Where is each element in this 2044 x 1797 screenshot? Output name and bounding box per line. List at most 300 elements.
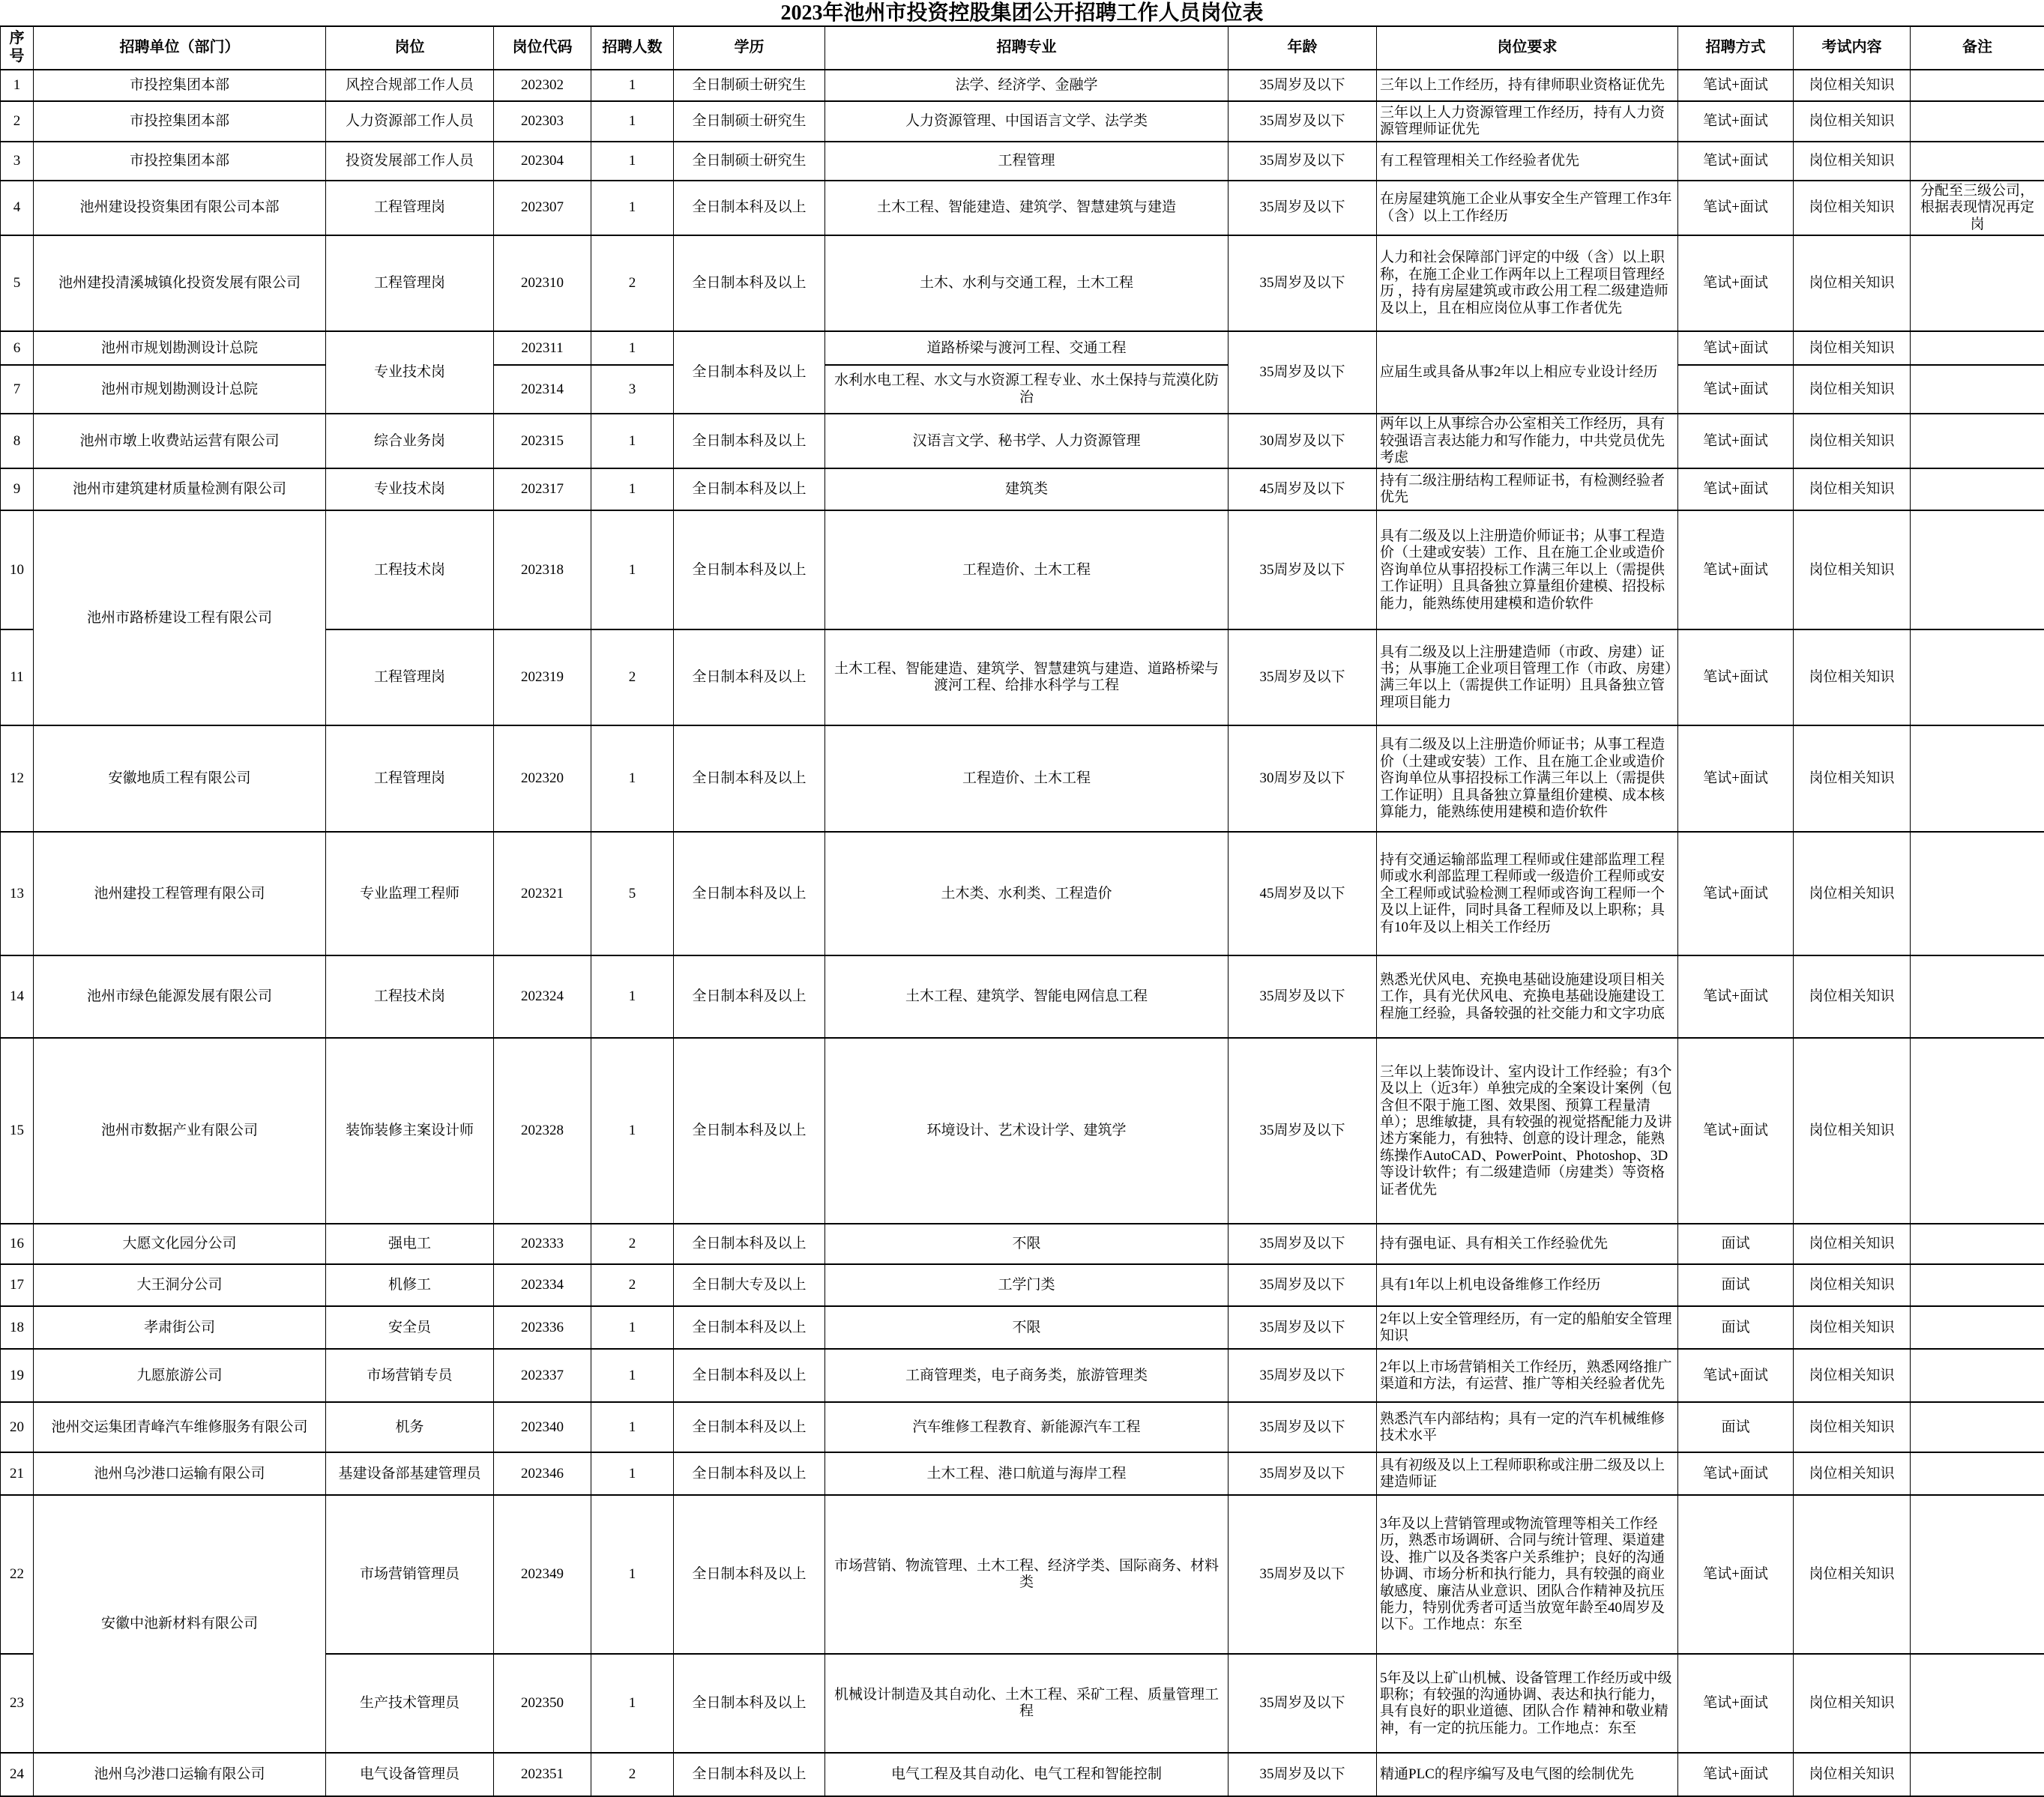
- cell-age: 35周岁及以下: [1228, 1452, 1377, 1495]
- cell-edu: 全日制本科及以上: [674, 414, 825, 468]
- cell-age: 35周岁及以下: [1228, 1495, 1377, 1654]
- cell-method: 笔试+面试: [1678, 235, 1794, 331]
- cell-unit: 池州建投清溪城镇化投资发展有限公司: [34, 235, 326, 331]
- cell-method: 笔试+面试: [1678, 331, 1794, 365]
- cell-no: 6: [1, 331, 34, 365]
- cell-req: 2年以上市场营销相关工作经历，熟悉网络推广渠道和方法，有运营、推广等相关经验者优先: [1377, 1349, 1678, 1402]
- cell-edu: 全日制本科及以上: [674, 629, 825, 725]
- cell-no: 11: [1, 629, 34, 725]
- cell-unit: 市投控集团本部: [34, 101, 326, 142]
- cell-post: 市场营销管理员: [326, 1495, 494, 1654]
- cell-post: 装饰装修主案设计师: [326, 1038, 494, 1224]
- table-row: [1, 1349, 2044, 1402]
- cell-count: 2: [591, 629, 674, 725]
- cell-no: 9: [1, 468, 34, 510]
- cell-req: 具有二级及以上注册建造师（市政、房建）证书；从事施工企业项目管理工作（市政、房建）满三年以上（需提供工作证明）且具备独立管理项目能力: [1377, 629, 1678, 725]
- cell-edu: 全日制本科及以上: [674, 955, 825, 1038]
- cell-post: 安全员: [326, 1306, 494, 1349]
- cell-unit: 安徽中池新材料有限公司: [34, 1495, 326, 1753]
- cell-count: 5: [591, 832, 674, 955]
- cell-remark: 分配至三级公司，根据表现情况再定岗: [1911, 181, 2044, 235]
- cell-no: 15: [1, 1038, 34, 1224]
- table-row: [1, 1402, 2044, 1452]
- cell-count: 1: [591, 181, 674, 235]
- cell-count: 1: [591, 1495, 674, 1654]
- cell-exam: 岗位相关知识: [1794, 142, 1911, 181]
- cell-method: 笔试+面试: [1678, 1452, 1794, 1495]
- cell-post: 基建设备部基建管理员: [326, 1452, 494, 1495]
- cell-remark: [1911, 629, 2044, 725]
- cell-no: 10: [1, 510, 34, 629]
- cell-remark: [1911, 235, 2044, 331]
- cell-no: 16: [1, 1224, 34, 1264]
- cell-remark: [1911, 331, 2044, 365]
- cell-no: 23: [1, 1654, 34, 1753]
- cell-code: 202318: [494, 510, 591, 629]
- column-header-unit: 招聘单位（部门）: [34, 26, 326, 70]
- cell-unit: 市投控集团本部: [34, 70, 326, 101]
- cell-code: 202317: [494, 468, 591, 510]
- cell-req: 持有交通运输部监理工程师或住建部监理工程师或水利部监理工程师或一级造价工程师或安全工程师或试验检测工程师或咨询工程师一个及以上证件，同时具备工程师及以上职称；具有10年及以上相关工作经历: [1377, 832, 1678, 955]
- cell-edu: 全日制本科及以上: [674, 510, 825, 629]
- cell-req: 持有强电证、具有相关工作经验优先: [1377, 1224, 1678, 1264]
- cell-req: 具有二级及以上注册造价师证书；从事工程造价（土建或安装）工作、且在施工企业或造价咨询单位从事招投标工作满三年以上（需提供工作证明）且具备独立算量组价建模、招投标能力，能熟练使用建模和造价软件: [1377, 510, 1678, 629]
- cell-code: 202310: [494, 235, 591, 331]
- cell-count: 1: [591, 510, 674, 629]
- cell-code: 202340: [494, 1402, 591, 1452]
- cell-method: 笔试+面试: [1678, 468, 1794, 510]
- cell-remark: [1911, 101, 2044, 142]
- cell-remark: [1911, 1654, 2044, 1753]
- cell-code: 202336: [494, 1306, 591, 1349]
- cell-no: 1: [1, 70, 34, 101]
- cell-edu: 全日制本科及以上: [674, 1306, 825, 1349]
- cell-code: 202319: [494, 629, 591, 725]
- cell-no: 2: [1, 101, 34, 142]
- cell-no: 8: [1, 414, 34, 468]
- cell-major: 工商管理类，电子商务类，旅游管理类: [825, 1349, 1228, 1402]
- cell-req: 在房屋建筑施工企业从事安全生产管理工作3年（含）以上工作经历: [1377, 181, 1678, 235]
- column-header-major: 招聘专业: [825, 26, 1228, 70]
- cell-count: 3: [591, 365, 674, 414]
- cell-edu: 全日制大专及以上: [674, 1264, 825, 1306]
- cell-count: 2: [591, 1224, 674, 1264]
- cell-age: 35周岁及以下: [1228, 142, 1377, 181]
- cell-remark: [1911, 725, 2044, 832]
- cell-method: 笔试+面试: [1678, 414, 1794, 468]
- cell-unit: 池州市墩上收费站运营有限公司: [34, 414, 326, 468]
- cell-remark: [1911, 1264, 2044, 1306]
- cell-age: 35周岁及以下: [1228, 181, 1377, 235]
- cell-no: 21: [1, 1452, 34, 1495]
- cell-code: 202303: [494, 101, 591, 142]
- cell-major: 人力资源管理、中国语言文学、法学类: [825, 101, 1228, 142]
- cell-post: 生产技术管理员: [326, 1654, 494, 1753]
- column-header-no: 序号: [1, 26, 34, 70]
- cell-code: 202333: [494, 1224, 591, 1264]
- cell-post: 风控合规部工作人员: [326, 70, 494, 101]
- cell-unit: 池州市规划勘测设计总院: [34, 331, 326, 365]
- cell-age: 35周岁及以下: [1228, 331, 1377, 414]
- cell-exam: 岗位相关知识: [1794, 235, 1911, 331]
- cell-no: 4: [1, 181, 34, 235]
- cell-no: 18: [1, 1306, 34, 1349]
- cell-count: 1: [591, 1349, 674, 1402]
- table-row: [1, 1038, 2044, 1224]
- cell-major: 建筑类: [825, 468, 1228, 510]
- cell-code: 202315: [494, 414, 591, 468]
- cell-exam: 岗位相关知识: [1794, 331, 1911, 365]
- cell-unit: 池州市规划勘测设计总院: [34, 365, 326, 414]
- table-row: [1, 101, 2044, 142]
- cell-exam: 岗位相关知识: [1794, 414, 1911, 468]
- cell-unit: 池州市路桥建设工程有限公司: [34, 510, 326, 725]
- cell-req: 具有二级及以上注册造价师证书；从事工程造价（土建或安装）工作、且在施工企业或造价咨询单位从事招投标工作满三年以上（需提供工作证明）且具备独立算量组价建模、成本核算能力，能熟练使用建模和造价软件: [1377, 725, 1678, 832]
- cell-req: 2年以上安全管理经历，有一定的船舶安全管理知识: [1377, 1306, 1678, 1349]
- cell-remark: [1911, 1495, 2044, 1654]
- table-row: [1, 955, 2044, 1038]
- cell-edu: 全日制硕士研究生: [674, 70, 825, 101]
- table-row: [1, 510, 2044, 629]
- table-row: [1, 1495, 2044, 1654]
- cell-major: 土木、水利与交通工程，土木工程: [825, 235, 1228, 331]
- cell-req: 人力和社会保障部门评定的中级（含）以上职称，在施工企业工作两年以上工程项目管理经历 ，持有房屋建筑或市政公用工程二级建造师及以上，且在相应岗位从事工作者优先: [1377, 235, 1678, 331]
- cell-unit: 池州市绿色能源发展有限公司: [34, 955, 326, 1038]
- cell-remark: [1911, 510, 2044, 629]
- cell-major: 汽车维修工程教育、新能源汽车工程: [825, 1402, 1228, 1452]
- cell-age: 35周岁及以下: [1228, 955, 1377, 1038]
- column-header-req: 岗位要求: [1377, 26, 1678, 70]
- cell-post: 专业技术岗: [326, 331, 494, 414]
- cell-method: 笔试+面试: [1678, 142, 1794, 181]
- cell-code: 202346: [494, 1452, 591, 1495]
- cell-age: 35周岁及以下: [1228, 1402, 1377, 1452]
- cell-edu: 全日制本科及以上: [674, 331, 825, 414]
- cell-post: 综合业务岗: [326, 414, 494, 468]
- cell-count: 2: [591, 1264, 674, 1306]
- cell-req: 熟悉汽车内部结构；具有一定的汽车机械维修技术水平: [1377, 1402, 1678, 1452]
- cell-count: 1: [591, 1402, 674, 1452]
- cell-major: 工学门类: [825, 1264, 1228, 1306]
- cell-exam: 岗位相关知识: [1794, 1224, 1911, 1264]
- table-row: [1, 725, 2044, 832]
- cell-code: 202304: [494, 142, 591, 181]
- cell-post: 专业技术岗: [326, 468, 494, 510]
- cell-remark: [1911, 1038, 2044, 1224]
- cell-post: 工程管理岗: [326, 235, 494, 331]
- cell-count: 1: [591, 955, 674, 1038]
- cell-post: 工程技术岗: [326, 510, 494, 629]
- cell-no: 14: [1, 955, 34, 1038]
- cell-no: 19: [1, 1349, 34, 1402]
- cell-unit: 池州市建筑建材质量检测有限公司: [34, 468, 326, 510]
- cell-req: 应届生或具备从事2年以上相应专业设计经历: [1377, 331, 1678, 414]
- cell-exam: 岗位相关知识: [1794, 629, 1911, 725]
- cell-count: 2: [591, 1753, 674, 1796]
- cell-edu: 全日制本科及以上: [674, 468, 825, 510]
- table-row: [1, 1224, 2044, 1264]
- cell-major: 工程造价、土木工程: [825, 510, 1228, 629]
- cell-req: 三年以上人力资源管理工作经历，持有人力资源管理师证优先: [1377, 101, 1678, 142]
- cell-req: 有工程管理相关工作经验者优先: [1377, 142, 1678, 181]
- table-row: [1, 1452, 2044, 1495]
- cell-post: 专业监理工程师: [326, 832, 494, 955]
- cell-edu: 全日制本科及以上: [674, 1224, 825, 1264]
- cell-method: 面试: [1678, 1264, 1794, 1306]
- cell-age: 35周岁及以下: [1228, 629, 1377, 725]
- cell-method: 笔试+面试: [1678, 181, 1794, 235]
- cell-exam: 岗位相关知识: [1794, 365, 1911, 414]
- cell-edu: 全日制本科及以上: [674, 725, 825, 832]
- cell-no: 7: [1, 365, 34, 414]
- cell-major: 不限: [825, 1224, 1228, 1264]
- cell-unit: 池州交运集团青峰汽车维修服务有限公司: [34, 1402, 326, 1452]
- cell-req: 5年及以上矿山机械、设备管理工作经历或中级职称；有较强的沟通协调、表达和执行能力，具有良好的职业道德、团队合作 精神和敬业精神，有一定的抗压能力。工作地点：东至: [1377, 1654, 1678, 1753]
- column-header-post: 岗位: [326, 26, 494, 70]
- cell-method: 面试: [1678, 1306, 1794, 1349]
- cell-post: 工程管理岗: [326, 181, 494, 235]
- cell-major: 土木工程、建筑学、智能电网信息工程: [825, 955, 1228, 1038]
- cell-exam: 岗位相关知识: [1794, 1264, 1911, 1306]
- cell-age: 45周岁及以下: [1228, 832, 1377, 955]
- cell-remark: [1911, 955, 2044, 1038]
- cell-post: 工程技术岗: [326, 955, 494, 1038]
- cell-unit: 大愿文化园分公司: [34, 1224, 326, 1264]
- cell-major: 土木工程、智能建造、建筑学、智慧建筑与建造、道路桥梁与渡河工程、给排水科学与工程: [825, 629, 1228, 725]
- column-header-age: 年龄: [1228, 26, 1377, 70]
- cell-no: 22: [1, 1495, 34, 1654]
- cell-unit: 孝肃街公司: [34, 1306, 326, 1349]
- cell-edu: 全日制本科及以上: [674, 1402, 825, 1452]
- cell-count: 1: [591, 142, 674, 181]
- cell-remark: [1911, 468, 2044, 510]
- table-body: [1, 70, 2044, 1796]
- table-row: [1, 1753, 2044, 1796]
- cell-remark: [1911, 1452, 2044, 1495]
- cell-exam: 岗位相关知识: [1794, 1349, 1911, 1402]
- table-row: [1, 468, 2044, 510]
- cell-exam: 岗位相关知识: [1794, 1402, 1911, 1452]
- cell-no: 12: [1, 725, 34, 832]
- cell-count: 1: [591, 725, 674, 832]
- cell-exam: 岗位相关知识: [1794, 725, 1911, 832]
- cell-no: 17: [1, 1264, 34, 1306]
- cell-remark: [1911, 832, 2044, 955]
- table-row: [1, 414, 2044, 468]
- cell-unit: 池州市数据产业有限公司: [34, 1038, 326, 1224]
- cell-code: 202349: [494, 1495, 591, 1654]
- cell-method: 笔试+面试: [1678, 1654, 1794, 1753]
- cell-count: 1: [591, 414, 674, 468]
- cell-req: 三年以上装饰设计、室内设计工作经验；有3个及以上（近3年）单独完成的全案设计案例（包含但不限于施工图、效果图、预算工程量清单）；思维敏捷，具有较强的视觉搭配能力及讲述方案能力，有独特、创意的设计理念，能熟练操作AutoCAD、PowerPoint、Photoshop、3D等设计软件；有二级建造师（房建类）等资格证者优先: [1377, 1038, 1678, 1224]
- column-header-edu: 学历: [674, 26, 825, 70]
- cell-unit: 池州乌沙港口运输有限公司: [34, 1452, 326, 1495]
- cell-exam: 岗位相关知识: [1794, 70, 1911, 101]
- cell-count: 1: [591, 331, 674, 365]
- cell-code: 202307: [494, 181, 591, 235]
- cell-no: 5: [1, 235, 34, 331]
- table-row: [1, 142, 2044, 181]
- cell-major: 市场营销、物流管理、土木工程、经济学类、国际商务、材料类: [825, 1495, 1228, 1654]
- cell-exam: 岗位相关知识: [1794, 468, 1911, 510]
- cell-code: 202321: [494, 832, 591, 955]
- cell-post: 人力资源部工作人员: [326, 101, 494, 142]
- cell-edu: 全日制本科及以上: [674, 832, 825, 955]
- cell-unit: 池州乌沙港口运输有限公司: [34, 1753, 326, 1796]
- cell-edu: 全日制硕士研究生: [674, 142, 825, 181]
- cell-unit: 市投控集团本部: [34, 142, 326, 181]
- cell-age: 35周岁及以下: [1228, 1753, 1377, 1796]
- cell-code: 202320: [494, 725, 591, 832]
- cell-edu: 全日制本科及以上: [674, 235, 825, 331]
- cell-major: 法学、经济学、金融学: [825, 70, 1228, 101]
- cell-method: 笔试+面试: [1678, 629, 1794, 725]
- cell-method: 笔试+面试: [1678, 1495, 1794, 1654]
- cell-remark: [1911, 1753, 2044, 1796]
- page-title: 2023年池州市投资控股集团公开招聘工作人员岗位表: [0, 0, 2044, 25]
- column-header-method: 招聘方式: [1678, 26, 1794, 70]
- cell-age: 35周岁及以下: [1228, 235, 1377, 331]
- cell-age: 30周岁及以下: [1228, 414, 1377, 468]
- cell-method: 笔试+面试: [1678, 1753, 1794, 1796]
- cell-edu: 全日制本科及以上: [674, 181, 825, 235]
- cell-remark: [1911, 365, 2044, 414]
- cell-age: 35周岁及以下: [1228, 1038, 1377, 1224]
- cell-remark: [1911, 1402, 2044, 1452]
- cell-age: 45周岁及以下: [1228, 468, 1377, 510]
- cell-code: 202324: [494, 955, 591, 1038]
- cell-unit: 九愿旅游公司: [34, 1349, 326, 1402]
- cell-age: 35周岁及以下: [1228, 1224, 1377, 1264]
- cell-exam: 岗位相关知识: [1794, 101, 1911, 142]
- cell-edu: 全日制本科及以上: [674, 1452, 825, 1495]
- cell-method: 面试: [1678, 1224, 1794, 1264]
- column-header-exam: 考试内容: [1794, 26, 1911, 70]
- cell-post: 投资发展部工作人员: [326, 142, 494, 181]
- cell-method: 笔试+面试: [1678, 70, 1794, 101]
- cell-exam: 岗位相关知识: [1794, 181, 1911, 235]
- cell-age: 35周岁及以下: [1228, 1349, 1377, 1402]
- positions-table: [0, 25, 2044, 1797]
- cell-exam: 岗位相关知识: [1794, 955, 1911, 1038]
- cell-major: 环境设计、艺术设计学、建筑学: [825, 1038, 1228, 1224]
- cell-method: 面试: [1678, 1402, 1794, 1452]
- table-row: [1, 1306, 2044, 1349]
- cell-count: 1: [591, 70, 674, 101]
- cell-no: 20: [1, 1402, 34, 1452]
- cell-count: 1: [591, 1654, 674, 1753]
- cell-unit: 池州建投工程管理有限公司: [34, 832, 326, 955]
- cell-exam: 岗位相关知识: [1794, 1495, 1911, 1654]
- cell-exam: 岗位相关知识: [1794, 510, 1911, 629]
- cell-code: 202351: [494, 1753, 591, 1796]
- cell-method: 笔试+面试: [1678, 725, 1794, 832]
- cell-method: 笔试+面试: [1678, 510, 1794, 629]
- cell-post: 市场营销专员: [326, 1349, 494, 1402]
- table-row: [1, 832, 2044, 955]
- cell-remark: [1911, 1306, 2044, 1349]
- cell-unit: 安徽地质工程有限公司: [34, 725, 326, 832]
- cell-exam: 岗位相关知识: [1794, 832, 1911, 955]
- cell-req: 持有二级注册结构工程师证书，有检测经验者优先: [1377, 468, 1678, 510]
- cell-method: 笔试+面试: [1678, 1038, 1794, 1224]
- cell-age: 35周岁及以下: [1228, 70, 1377, 101]
- table-row: [1, 365, 2044, 414]
- cell-count: 1: [591, 1306, 674, 1349]
- cell-method: 笔试+面试: [1678, 365, 1794, 414]
- cell-major: 机械设计制造及其自动化、土木工程、采矿工程、质量管理工程: [825, 1654, 1228, 1753]
- table-row: [1, 331, 2044, 365]
- cell-code: 202350: [494, 1654, 591, 1753]
- column-header-code: 岗位代码: [494, 26, 591, 70]
- cell-count: 2: [591, 235, 674, 331]
- cell-exam: 岗位相关知识: [1794, 1753, 1911, 1796]
- cell-count: 1: [591, 468, 674, 510]
- cell-code: 202328: [494, 1038, 591, 1224]
- header-row: [1, 26, 2044, 70]
- cell-major: 工程管理: [825, 142, 1228, 181]
- cell-major: 汉语言文学、秘书学、人力资源管理: [825, 414, 1228, 468]
- cell-method: 笔试+面试: [1678, 955, 1794, 1038]
- cell-exam: 岗位相关知识: [1794, 1654, 1911, 1753]
- cell-remark: [1911, 70, 2044, 101]
- cell-count: 1: [591, 1038, 674, 1224]
- cell-no: 24: [1, 1753, 34, 1796]
- table-row: [1, 235, 2044, 331]
- cell-code: 202302: [494, 70, 591, 101]
- cell-no: 3: [1, 142, 34, 181]
- cell-age: 35周岁及以下: [1228, 510, 1377, 629]
- cell-age: 35周岁及以下: [1228, 101, 1377, 142]
- cell-count: 1: [591, 1452, 674, 1495]
- cell-age: 35周岁及以下: [1228, 1264, 1377, 1306]
- cell-count: 1: [591, 101, 674, 142]
- cell-edu: 全日制本科及以上: [674, 1495, 825, 1654]
- cell-major: 土木工程、港口航道与海岸工程: [825, 1452, 1228, 1495]
- cell-code: 202334: [494, 1264, 591, 1306]
- cell-major: 工程造价、土木工程: [825, 725, 1228, 832]
- column-header-count: 招聘人数: [591, 26, 674, 70]
- cell-unit: 大王洞分公司: [34, 1264, 326, 1306]
- cell-req: 三年以上工作经历，持有律师职业资格证优先: [1377, 70, 1678, 101]
- cell-method: 笔试+面试: [1678, 832, 1794, 955]
- column-header-remark: 备注: [1911, 26, 2044, 70]
- cell-exam: 岗位相关知识: [1794, 1306, 1911, 1349]
- cell-post: 机修工: [326, 1264, 494, 1306]
- cell-remark: [1911, 414, 2044, 468]
- cell-post: 工程管理岗: [326, 725, 494, 832]
- cell-age: 35周岁及以下: [1228, 1306, 1377, 1349]
- cell-exam: 岗位相关知识: [1794, 1452, 1911, 1495]
- cell-edu: 全日制本科及以上: [674, 1654, 825, 1753]
- cell-age: 30周岁及以下: [1228, 725, 1377, 832]
- cell-remark: [1911, 1349, 2044, 1402]
- cell-major: 水利水电工程、水文与水资源工程专业、水土保持与荒漠化防治: [825, 365, 1228, 414]
- cell-post: 电气设备管理员: [326, 1753, 494, 1796]
- cell-major: 土木工程、智能建造、建筑学、智慧建筑与建造: [825, 181, 1228, 235]
- cell-edu: 全日制本科及以上: [674, 1038, 825, 1224]
- cell-edu: 全日制硕士研究生: [674, 101, 825, 142]
- cell-edu: 全日制本科及以上: [674, 1753, 825, 1796]
- cell-post: 强电工: [326, 1224, 494, 1264]
- cell-remark: [1911, 1224, 2044, 1264]
- cell-req: 具有1年以上机电设备维修工作经历: [1377, 1264, 1678, 1306]
- cell-req: 3年及以上营销管理或物流管理等相关工作经历，熟悉市场调研、合同与统计管理、渠道建设、推广以及各类客户关系维护；良好的沟通协调、市场分析和执行能力，具有较强的商业敏感度、廉洁从业意识、团队合作精神及抗压能力，特别优秀者可适当放宽年龄至40周岁及以下。工作地点：东至: [1377, 1495, 1678, 1654]
- cell-no: 13: [1, 832, 34, 955]
- cell-req: 两年以上从事综合办公室相关工作经历，具有较强语言表达能力和写作能力，中共党员优先考虑: [1377, 414, 1678, 468]
- cell-post: 机务: [326, 1402, 494, 1452]
- table-row: [1, 181, 2044, 235]
